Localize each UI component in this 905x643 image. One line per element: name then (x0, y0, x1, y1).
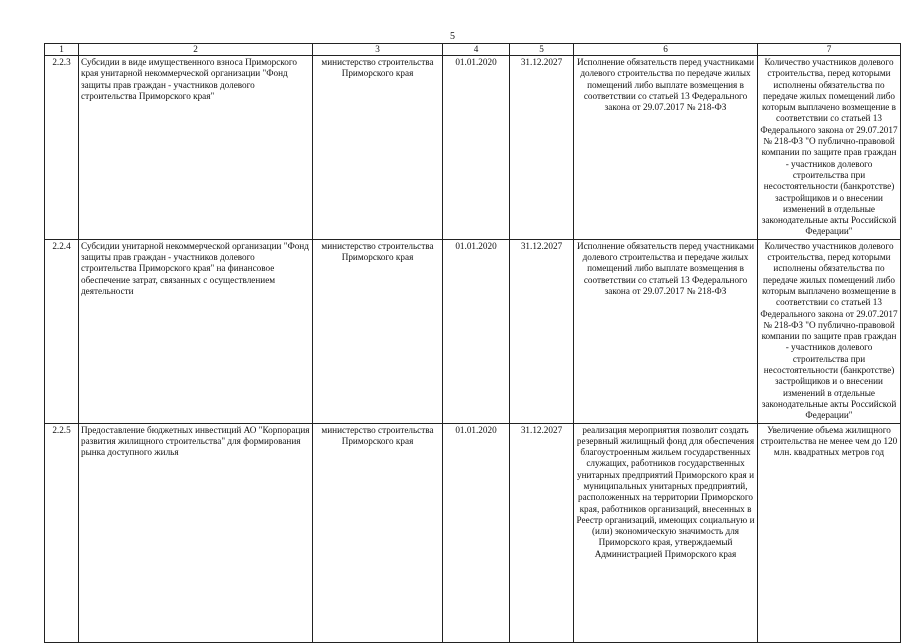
responsible-executor: министерство строительства Приморского края (313, 56, 443, 240)
start-date: 01.01.2020 (443, 423, 510, 642)
activity-name: Субсидии в виде имущественного взноса Приморского края унитарной некоммерческой организации "Фонд защиты прав граждан - участников долевого строительства Приморского края" (79, 56, 313, 240)
expected-result: реализация мероприятия позволит создать резервный жилищный фонд для обеспечения благоустроенным жильем государственных служащих, работников государственных унитарных предприятий Приморского края и муниципальных унитарных предприятий, расположенных на территории Приморского края, работников организаций, внесенных в Реестр организаций, имеющих социальную и (или) экономическую значимость для Приморского края, утверждаемый Администрацией Приморского края (574, 423, 758, 642)
program-activities-table (44, 43, 901, 643)
column-header: 6 (574, 44, 758, 56)
indicator: Количество участников долевого строительства, перед которыми исполнены обязательства по передаче жилых помещений либо которым выплачено возмещение в соответствии со статьей 13 Федерального закона от 29.07.2017 № 218-ФЗ "О публично-правовой компании по защите прав граждан - участников долевого строительства при несостоятельности (банкротстве) застройщиков и о внесении изменений в отдельные законодательные акты Российской Федерации" (758, 239, 901, 423)
column-header: 1 (45, 44, 79, 56)
expected-result: Исполнение обязательств перед участниками долевого строительства и передаче жилых помещений либо выплате возмещения в соответствии со статьей 13 Федерального закона от 29.07.2017 № 218-ФЗ (574, 239, 758, 423)
column-header: 3 (313, 44, 443, 56)
column-header: 4 (443, 44, 510, 56)
end-date: 31.12.2027 (510, 56, 574, 240)
row-number: 2.2.5 (45, 423, 79, 642)
column-header: 7 (758, 44, 901, 56)
responsible-executor: министерство строительства Приморского края (313, 423, 443, 642)
start-date: 01.01.2020 (443, 56, 510, 240)
expected-result: Исполнение обязательств перед участниками долевого строительства по передаче жилых помещений либо выплате возмещения в соответствии со статьей 13 Федерального закона от 29.07.2017 № 218-ФЗ (574, 56, 758, 240)
responsible-executor: министерство строительства Приморского края (313, 239, 443, 423)
end-date: 31.12.2027 (510, 423, 574, 642)
end-date: 31.12.2027 (510, 239, 574, 423)
column-header: 2 (79, 44, 313, 56)
start-date: 01.01.2020 (443, 239, 510, 423)
table-row (45, 423, 901, 642)
row-number: 2.2.3 (45, 56, 79, 240)
activity-name: Предоставление бюджетных инвестиций АО "Корпорация развития жилищного строительства" для формирования рынка доступного жилья (79, 423, 313, 642)
indicator: Увеличение объема жилищного строительства не менее чем до 120 млн. квадратных метров год (758, 423, 901, 642)
table-row (45, 56, 901, 240)
activity-name: Субсидии унитарной некоммерческой организации "Фонд защиты прав граждан - участников долевого строительства Приморского края" на финансовое обеспечение затрат, связанных с осуществлением деятельности (79, 239, 313, 423)
column-header: 5 (510, 44, 574, 56)
table-row (45, 239, 901, 423)
column-header-row (45, 44, 901, 56)
row-number: 2.2.4 (45, 239, 79, 423)
page-number: 5 (450, 31, 455, 42)
indicator: Количество участников долевого строительства, перед которыми исполнены обязательства по передаче жилых помещений либо которым выплачено возмещение в соответствии со статьей 13 Федерального закона от 29.07.2017 № 218-ФЗ "О публично-правовой компании по защите прав граждан - участников долевого строительства при несостоятельности (банкротстве) застройщиков и о внесении изменений в отдельные законодательные акты Российской Федерации" (758, 56, 901, 240)
